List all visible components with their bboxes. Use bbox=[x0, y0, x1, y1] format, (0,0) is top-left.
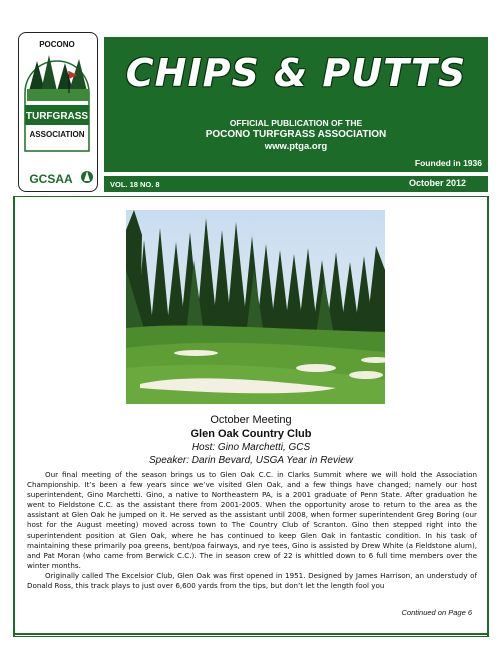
continued-link[interactable]: Continued on Page 6 bbox=[401, 608, 472, 617]
article-paragraph: Our final meeting of the season brings us to Glen Oak C.C. in Clarks Summit where we will hold the Association Championship. It’s been a few years since we’ve visited Glen Oak, and a few things have changed; namely our host superintendent, Gino Marchetti. Gino, a native to Northeastern PA, is a 2001 graduate of Penn State. After graduation he went to Fieldstone C.C. as the assistant there from 2001-2005. When the opportunity arose to return to the area as the assistant at Glen Oak he jumped on it. He served as the assistant until 2008, when former superintendent Greg Boring (our host for the August meeting) moved across town to The Country Club of Scranton. Gino then stepped right into the superintendent position at Glen Oak, where he has continued to keep Glen Oak in fantastic condition. In his task of maintaining these primarily poa greens, bent/poa fairways, and rye tees, Gino is assisted by Drew White (a Fieldstone alum), and Pat Moran (who came from Berwick C.C.). The in season crew of 22 is whittled down to 6 full time members over the winter months. bbox=[27, 470, 477, 570]
gcsaa-logo-text: GCSAA bbox=[29, 172, 73, 186]
issue-date: October 2012 bbox=[408, 178, 466, 188]
bottom-rule bbox=[13, 633, 489, 637]
volume-number: VOL. 18 NO. 8 bbox=[110, 180, 160, 189]
founded-year: Founded in 1936 bbox=[414, 158, 482, 168]
association-name: POCONO TURFGRASS ASSOCIATION bbox=[205, 129, 387, 140]
publication-line: OFFICIAL PUBLICATION OF THE bbox=[229, 118, 363, 128]
club-name: Glen Oak Country Club bbox=[190, 428, 312, 440]
logo-top-text: POCONO bbox=[39, 40, 75, 49]
meeting-host: Host: Gino Marchetti, GCS bbox=[191, 442, 311, 453]
logo-mid-text: TURFGRASS bbox=[25, 111, 89, 122]
article-body bbox=[27, 470, 477, 591]
meeting-title: October Meeting bbox=[210, 414, 292, 426]
article-paragraph: Originally called The Excelsior Club, Glen Oak was first opened in 1951. Designed by James Harrison, an understudy of Donald Ross, this track plays to just over 6,600 yards from the tips, but don’t let the length fool you bbox=[27, 570, 477, 591]
newsletter-masthead: CHIPS & PUTTS bbox=[125, 51, 467, 95]
website-url: www.ptga.org bbox=[264, 141, 328, 152]
header-banner bbox=[104, 37, 488, 172]
golf-course-photo bbox=[126, 210, 385, 404]
meeting-speaker: Speaker: Darin Bevard, USGA Year in Review bbox=[149, 455, 353, 466]
volume-bar bbox=[104, 176, 488, 192]
logo-emblem bbox=[19, 33, 96, 190]
logo-bottom-text: ASSOCIATION bbox=[29, 130, 85, 139]
pocono-turfgrass-logo bbox=[18, 32, 98, 192]
